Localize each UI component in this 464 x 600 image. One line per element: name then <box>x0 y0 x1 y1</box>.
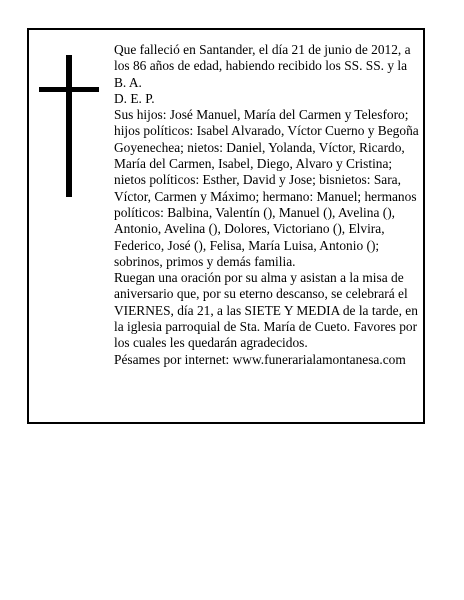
rest-in-peace: D. E. P. <box>114 90 155 106</box>
death-announcement: Que falleció en Santander, el día 21 de junio de 2012, a los 86 años de edad, habiendo recibido los SS. SS. y la B. A. <box>114 42 411 90</box>
obituary-notice <box>27 28 425 424</box>
online-condolences: Pésames por internet: www.funerarialamontanesa.com <box>114 351 406 367</box>
cross-icon <box>39 55 99 197</box>
family-list: Sus hijos: José Manuel, María del Carmen y Telesforo; hijos políticos: Isabel Alvarado, Víctor Cuerno y Begoña Goyenechea; nietos: Daniel, Yolanda, Víctor, Ricardo, María del Carmen, Isabel, Diego, Alvaro y Cristina; nietos políticos: Esther, David y Jose; bisnietos: Sara, Víctor, Carmen y Máximo; hermano: Manuel; hermanos políticos: Balbina, Valentín (), Manuel (), Avelina (), Antonio, Avelina (), Dolores, Victoriano (), Elvira, Federico, José (), Felisa, María Luisa, Antonio (); sobrinos, primos y demás familia. <box>114 107 419 269</box>
notice-text <box>114 42 420 368</box>
cross-vertical-bar <box>66 55 72 197</box>
mass-invitation: Ruegan una oración por su alma y asistan a la misa de aniversario que, por su eterno descanso, se celebrará el VIERNES, día 21, a las SIETE Y MEDIA de la tarde, en la iglesia parroquial de Sta. María de Cueto. Favores por los cuales les quedarán agradecidos. <box>114 270 418 351</box>
cross-horizontal-bar <box>39 87 99 92</box>
